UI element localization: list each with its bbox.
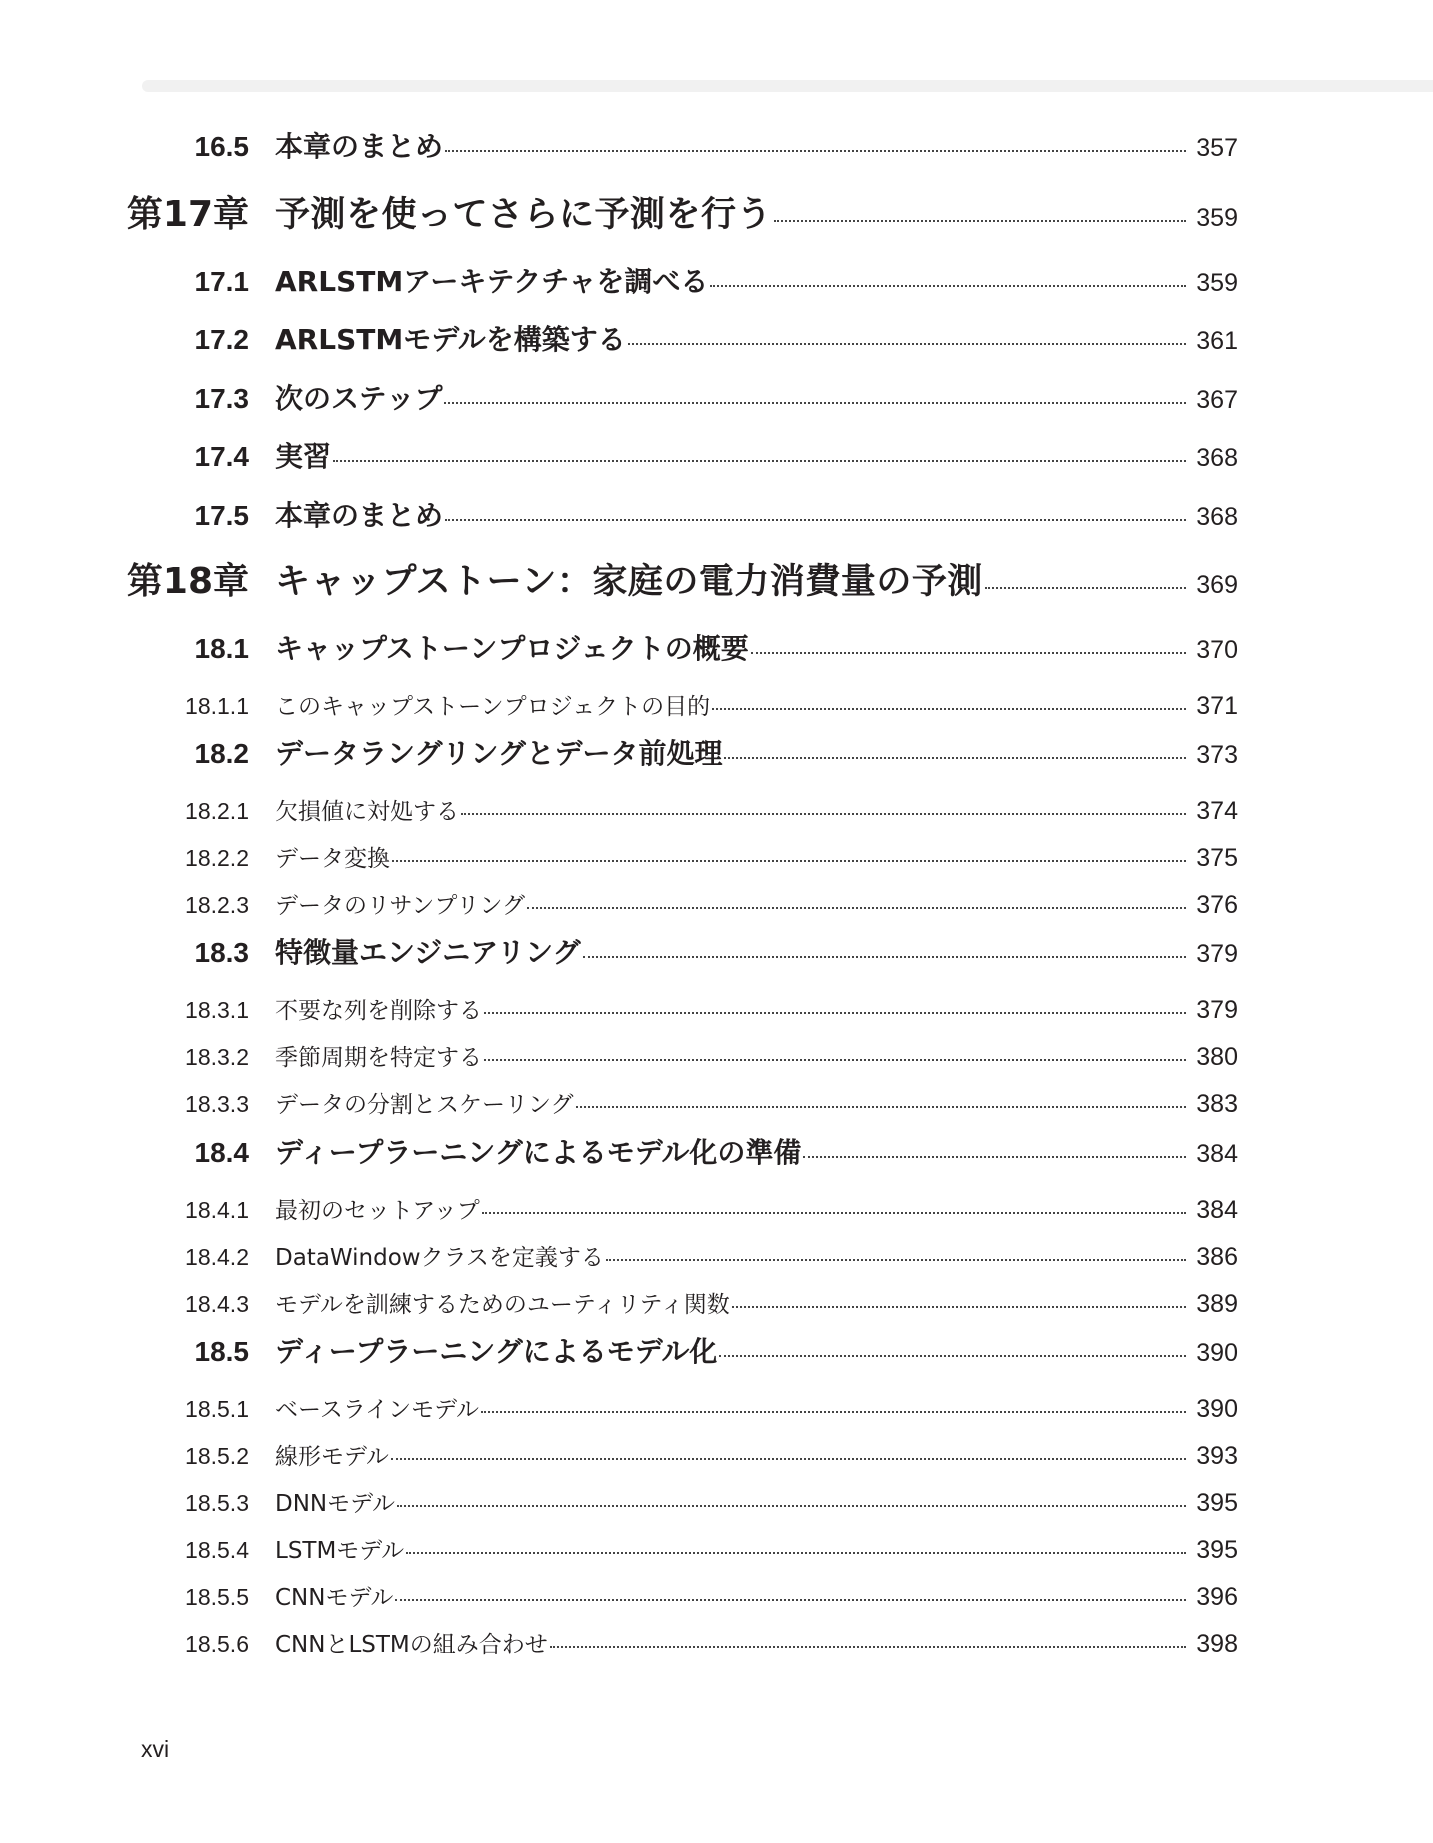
dot-leader (395, 1599, 1186, 1601)
toc-entry-number: 17.2 (194, 324, 249, 355)
page-number: xvi (141, 1736, 170, 1762)
toc-entry-title: DNNモデル (275, 1491, 395, 1517)
toc-entry-number: 18.4.3 (185, 1291, 249, 1317)
dot-leader (628, 343, 1186, 345)
dot-leader (482, 1212, 1186, 1214)
toc-entry-number: 18.4 (194, 1137, 249, 1168)
toc-entry-section (0, 1330, 1433, 1370)
toc-entry-page: 389 (1196, 1290, 1238, 1318)
toc-entry-page: 368 (1196, 444, 1238, 472)
toc-entry-number: 18.2.1 (185, 798, 249, 824)
toc-entry-number: 17.3 (194, 383, 249, 414)
toc-entry-title: モデルを訓練するためのユーティリティ関数 (275, 1292, 730, 1318)
toc-entry-title: データのリサンプリング (275, 893, 526, 919)
toc-entry-number: 第17章 (126, 194, 249, 235)
toc-entry-page: 368 (1196, 503, 1238, 531)
toc-entry-number: 16.5 (194, 131, 249, 162)
toc-entry-page: 357 (1196, 134, 1238, 162)
toc-entry-sub (0, 840, 1433, 873)
toc-entry-sub (0, 992, 1433, 1025)
toc-entry-title: 最初のセットアップ (275, 1198, 480, 1224)
dot-leader (444, 402, 1186, 404)
toc-entry-chapter (0, 553, 1433, 604)
toc-entry-page: 393 (1196, 1442, 1238, 1470)
toc-entry-number: 18.5.3 (185, 1490, 249, 1516)
dot-leader (774, 220, 1186, 222)
toc-entry-number: 第18章 (126, 561, 249, 602)
toc-entry-title: ARLSTMアーキテクチャを調べる (275, 265, 709, 298)
toc-entry-sub (0, 1485, 1433, 1518)
toc-entry-title: 特徴量エンジニアリング (275, 936, 581, 969)
toc-entry-page: 398 (1196, 1630, 1238, 1658)
toc-entry-sub (0, 1286, 1433, 1319)
toc-entry-number: 18.5.2 (185, 1443, 249, 1469)
toc-entry-page: 384 (1196, 1140, 1238, 1168)
toc-entry-sub (0, 1579, 1433, 1612)
dot-leader (803, 1156, 1186, 1158)
dot-leader (732, 1306, 1186, 1308)
toc-entry-number: 18.5.1 (185, 1396, 249, 1422)
dot-leader (484, 1012, 1186, 1014)
toc-entry-page: 359 (1196, 269, 1238, 297)
toc-entry-sub (0, 1086, 1433, 1119)
toc-entry-title: DataWindowクラスを定義する (275, 1245, 604, 1271)
toc-entry-title: CNNとLSTMの組み合わせ (275, 1632, 548, 1658)
dot-leader (481, 1411, 1186, 1413)
toc-entry-number: 17.5 (194, 500, 249, 531)
toc-entry-title: 線形モデル (275, 1444, 389, 1470)
dot-leader (583, 956, 1186, 958)
dot-leader (724, 757, 1186, 759)
toc-entry-section (0, 260, 1433, 300)
toc-entry-page: 383 (1196, 1090, 1238, 1118)
toc-entry-page: 386 (1196, 1243, 1238, 1271)
toc-entry-page: 380 (1196, 1043, 1238, 1071)
toc-entry-chapter (0, 186, 1433, 237)
toc-entry-page: 390 (1196, 1395, 1238, 1423)
toc-entry-title: ディープラーニングによるモデル化 (275, 1335, 718, 1368)
toc-entry-title: 本章のまとめ (275, 130, 444, 163)
dot-leader (751, 652, 1186, 654)
toc-entry-title: ARLSTMモデルを構築する (275, 323, 626, 356)
toc-entry-title: ベースラインモデル (275, 1397, 480, 1423)
dot-leader (397, 1505, 1186, 1507)
toc-entry-sub (0, 1626, 1433, 1659)
toc-entry-sub (0, 688, 1433, 721)
toc-entry-number: 18.1.1 (185, 693, 249, 719)
toc-entry-title: 実習 (275, 440, 332, 473)
toc-entry-title: CNNモデル (275, 1585, 394, 1611)
dot-leader (392, 860, 1186, 862)
toc-entry-page: 390 (1196, 1339, 1238, 1367)
toc-entry-sub (0, 1438, 1433, 1471)
toc-entry-title: 欠損値に対処する (275, 799, 459, 825)
toc-entry-number: 18.3.2 (185, 1044, 249, 1070)
toc-entry-page: 373 (1196, 741, 1238, 769)
dot-leader (391, 1458, 1186, 1460)
toc-entry-section (0, 494, 1433, 534)
toc-entry-number: 18.1 (194, 633, 249, 664)
toc-entry-title: データ変換 (275, 846, 390, 872)
toc-entry-number: 18.4.1 (185, 1197, 249, 1223)
toc-entry-number: 18.2.3 (185, 892, 249, 918)
toc-entry-title: データの分割とスケーリング (275, 1092, 574, 1118)
toc-entry-page: 379 (1196, 996, 1238, 1024)
toc-entry-number: 18.3.3 (185, 1091, 249, 1117)
toc-entry-number: 17.4 (194, 441, 249, 472)
toc-entry-section (0, 377, 1433, 417)
toc-entry-title: 不要な列を削除する (275, 998, 482, 1024)
toc-entry-page: 395 (1196, 1489, 1238, 1517)
toc-entry-page: 384 (1196, 1196, 1238, 1224)
dot-leader (606, 1259, 1186, 1261)
toc-entry-section (0, 318, 1433, 358)
toc-entry-sub (0, 1239, 1433, 1272)
toc-entry-title: このキャップストーンプロジェクトの目的 (275, 694, 711, 720)
dot-leader (527, 907, 1186, 909)
dot-leader (550, 1646, 1186, 1648)
toc-entry-number: 18.5 (194, 1336, 249, 1367)
toc-entry-title: 本章のまとめ (275, 499, 444, 532)
toc-entry-section (0, 931, 1433, 971)
dot-leader (719, 1355, 1186, 1357)
dot-leader (710, 285, 1186, 287)
dot-leader (445, 150, 1186, 152)
toc-entry-title: 次のステップ (275, 382, 443, 415)
toc-entry-page: 370 (1196, 636, 1238, 664)
toc-entry-title: LSTMモデル (275, 1538, 405, 1564)
toc-entry-section (0, 435, 1433, 475)
toc-entry-title: キャップストーンプロジェクトの概要 (275, 632, 749, 665)
toc-entry-section (0, 1131, 1433, 1171)
toc-entry-number: 18.5.5 (185, 1584, 249, 1610)
toc-entry-number: 18.2 (194, 738, 249, 769)
toc-entry-section (0, 732, 1433, 772)
toc-entry-title: ディープラーニングによるモデル化の準備 (275, 1136, 802, 1169)
dot-leader (712, 708, 1186, 710)
toc-entry-page: 369 (1196, 571, 1238, 599)
toc-entry-page: 374 (1196, 797, 1238, 825)
toc-entry-sub (0, 793, 1433, 826)
toc-entry-sub (0, 1391, 1433, 1424)
dot-leader (445, 519, 1186, 521)
toc-entry-section (0, 125, 1433, 165)
toc-entry-sub (0, 1039, 1433, 1072)
toc-entry-number: 18.2.2 (185, 845, 249, 871)
toc-entry-page: 396 (1196, 1583, 1238, 1611)
toc-entry-page: 395 (1196, 1536, 1238, 1564)
toc-entry-number: 18.5.6 (185, 1631, 249, 1657)
toc-entry-title: 季節周期を特定する (275, 1045, 482, 1071)
toc-entry-page: 379 (1196, 940, 1238, 968)
dot-leader (333, 460, 1186, 462)
toc-entry-page: 359 (1196, 204, 1238, 232)
dot-leader (484, 1059, 1186, 1061)
dot-leader (576, 1106, 1186, 1108)
toc-entry-number: 18.5.4 (185, 1537, 249, 1563)
toc-entry-title: データラングリングとデータ前処理 (275, 737, 723, 770)
toc-entry-number: 18.3 (194, 937, 249, 968)
dot-leader (985, 587, 1186, 589)
toc-entry-page: 367 (1196, 386, 1238, 414)
toc-entry-title: キャップストーン：家庭の電力消費量の予測 (275, 562, 983, 602)
toc-entry-sub (0, 1532, 1433, 1565)
toc-entry-page: 375 (1196, 844, 1238, 872)
dot-leader (406, 1552, 1186, 1554)
toc-entry-sub (0, 1192, 1433, 1225)
toc-entry-page: 376 (1196, 891, 1238, 919)
dot-leader (461, 813, 1186, 815)
toc-entry-sub (0, 887, 1433, 920)
toc-entry-page: 371 (1196, 692, 1238, 720)
top-band (142, 80, 1433, 92)
toc-entry-section (0, 627, 1433, 667)
toc-entry-page: 361 (1196, 327, 1238, 355)
toc-entry-number: 18.3.1 (185, 997, 249, 1023)
toc-entry-number: 18.4.2 (185, 1244, 249, 1270)
toc-entry-title: 予測を使ってさらに予測を行う (275, 195, 773, 235)
toc-entry-number: 17.1 (194, 266, 249, 297)
